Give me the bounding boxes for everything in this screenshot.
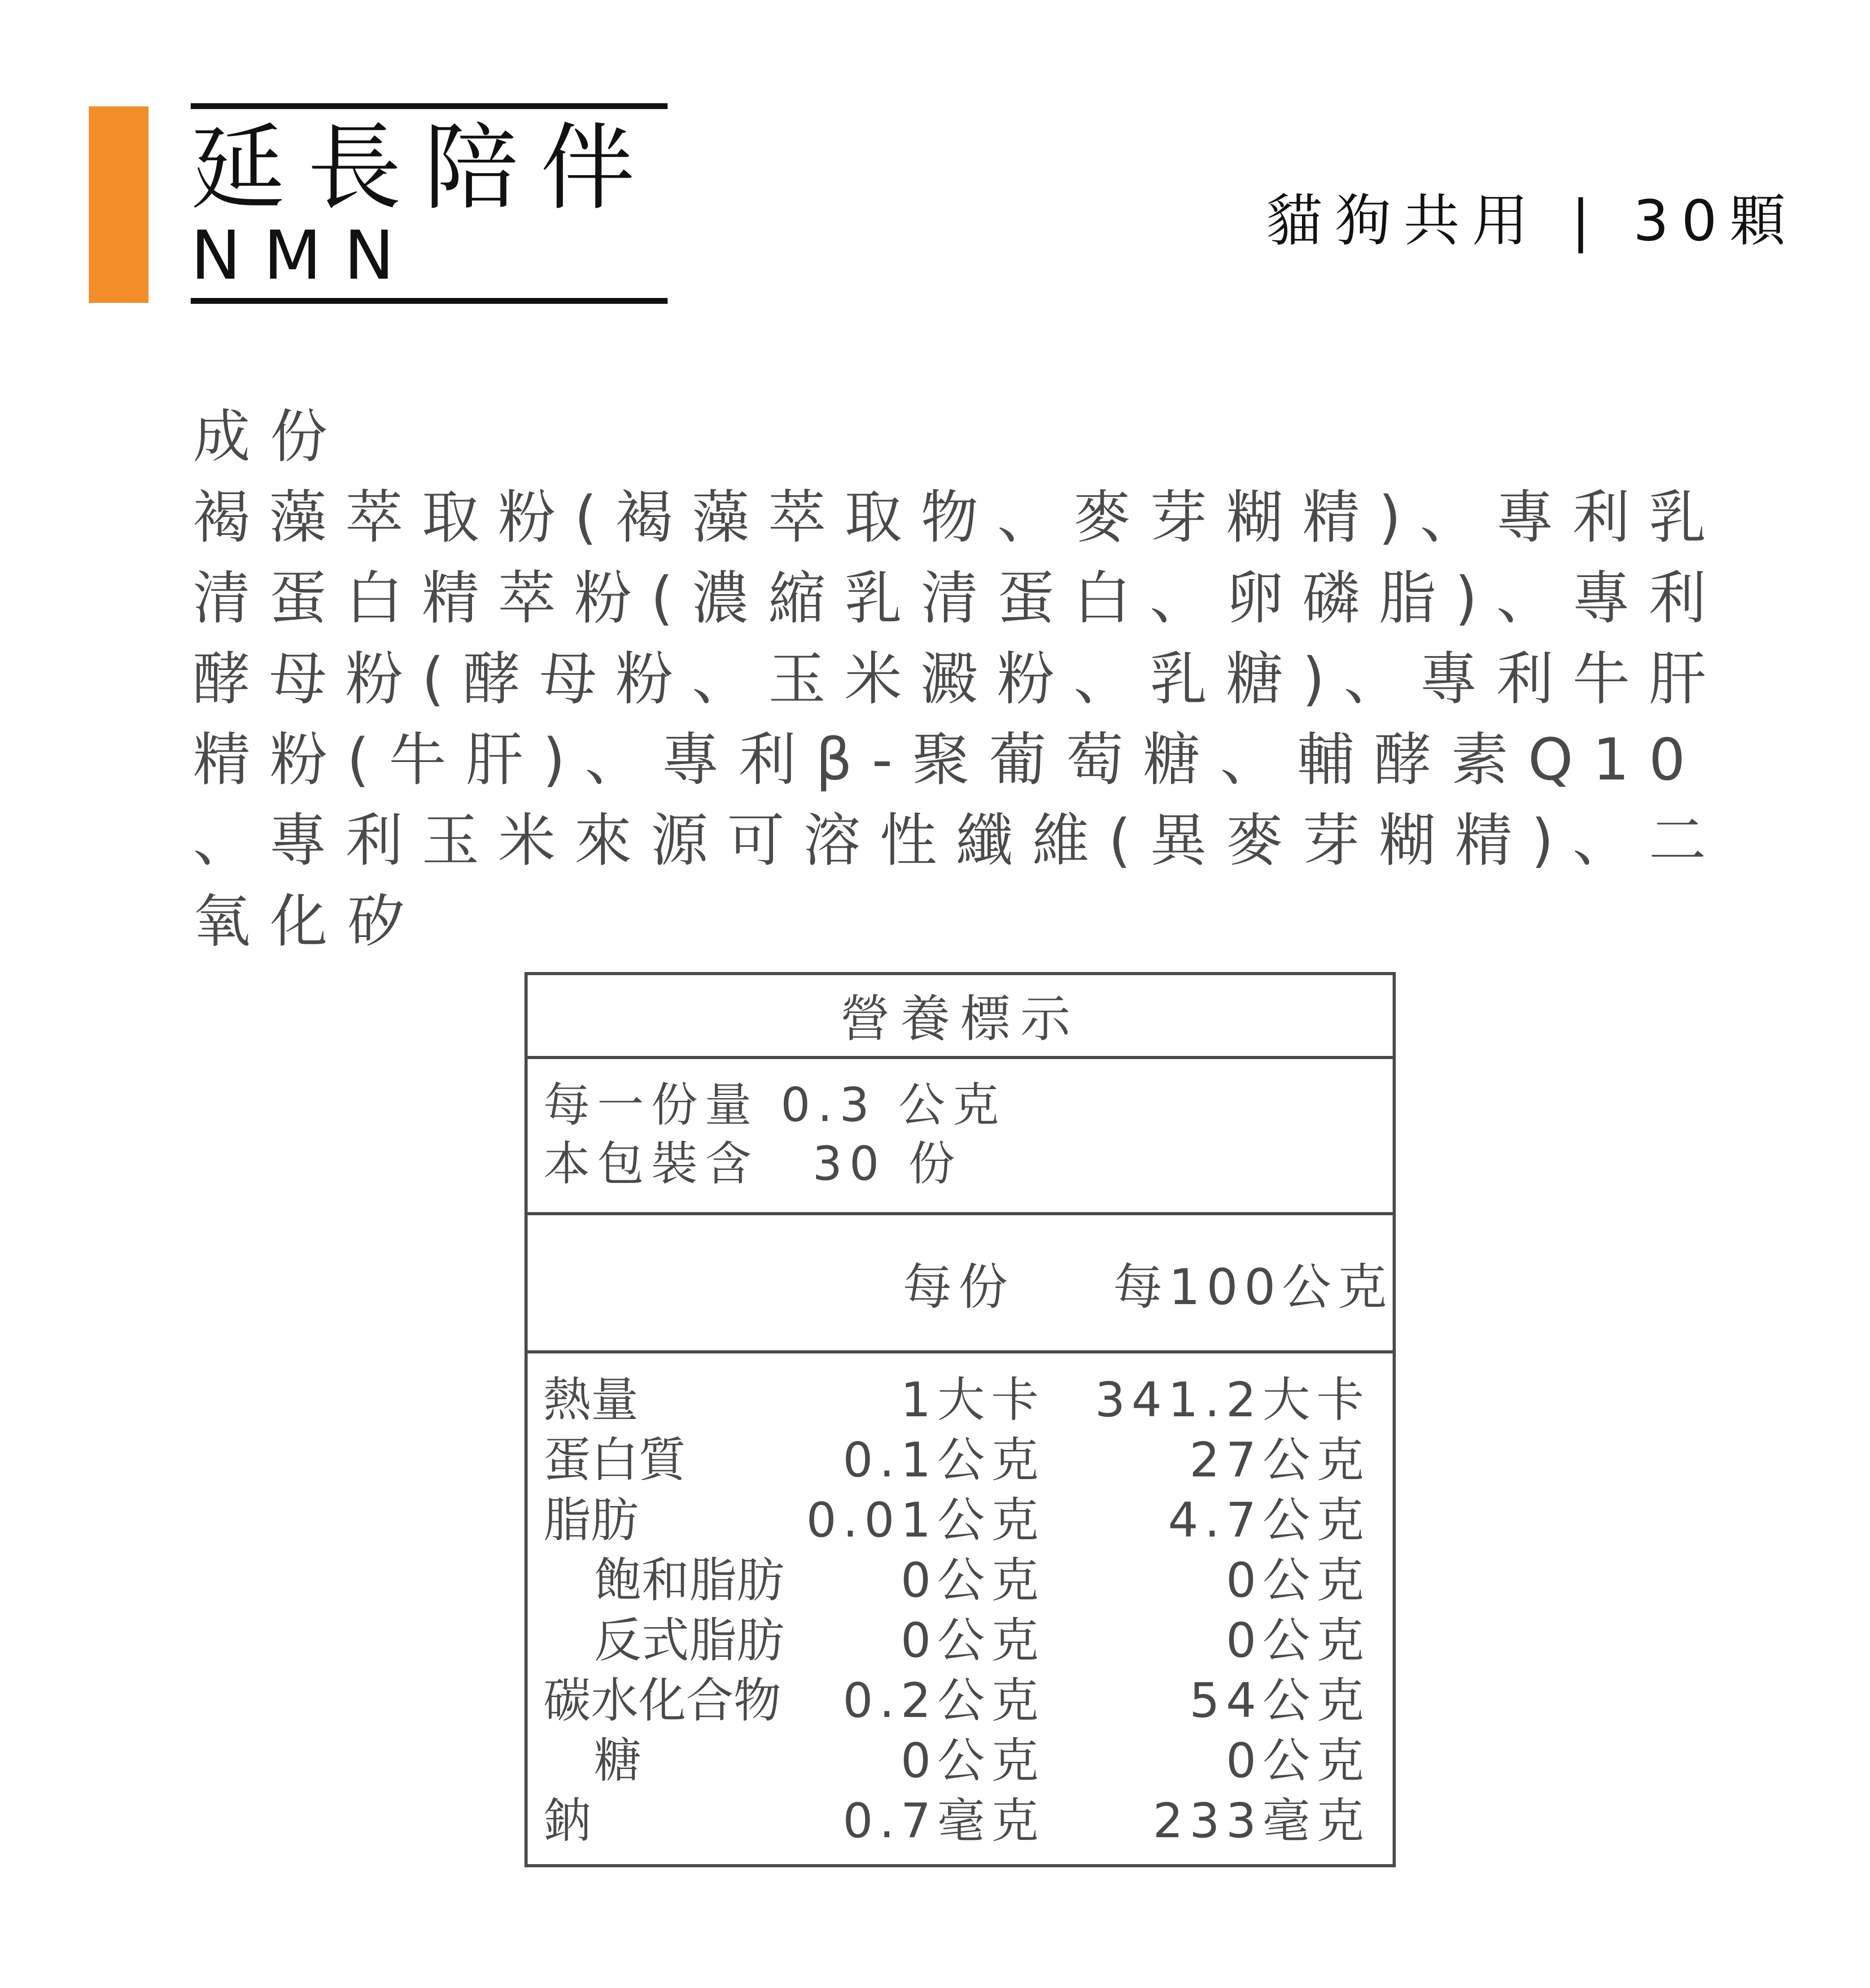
title-top-rule: [191, 103, 668, 109]
nutrition-row: [528, 1611, 1393, 1671]
ingredients-line: 清蛋白精萃粉(濃縮乳清蛋白、卵磷脂)、專利: [193, 565, 1725, 632]
nutrition-title: 營養標示: [840, 990, 1080, 1048]
serving-size: 每一份量 0.3 公克: [543, 1077, 1006, 1132]
nutrition-row: [528, 1430, 1393, 1490]
nutrient-name: 鈉: [543, 1793, 591, 1848]
orange-accent-bar: [89, 106, 149, 303]
ingredients-line: 、專利玉米來源可溶性纖維(異麥芽糊精)、二: [193, 807, 1725, 874]
title-bottom-rule: [191, 298, 668, 304]
product-subtitle: NMN: [191, 217, 417, 295]
nutrient-per-100g: 0公克: [1226, 1733, 1370, 1788]
nutrient-per-serving: 0.2公克: [843, 1673, 1045, 1728]
nutrition-row: [528, 1370, 1393, 1430]
nutrient-name: 糖: [594, 1733, 642, 1788]
nutrient-per-100g: 341.2大卡: [1095, 1372, 1370, 1428]
nutrient-per-serving: 0公克: [900, 1613, 1045, 1668]
nutrition-row: [528, 1791, 1393, 1851]
ingredients-heading: 成份: [193, 403, 348, 470]
nutrient-per-serving: 0公克: [900, 1733, 1045, 1788]
servings-per-pack: 本包裝含 30 份: [543, 1136, 962, 1191]
nutrient-name: 脂肪: [543, 1493, 638, 1548]
column-header-per-100g: 每100公克: [1113, 1258, 1393, 1316]
nutrition-row: [528, 1671, 1393, 1731]
ingredients-line: 氧化矽: [193, 888, 425, 955]
nutrient-per-100g: 233毫克: [1153, 1793, 1370, 1848]
divider: [528, 1350, 1393, 1353]
nutrient-name: 蛋白質: [543, 1432, 686, 1488]
nutrient-per-serving: 0公克: [900, 1553, 1045, 1608]
usage-info: 貓狗共用 | 30顆: [1266, 188, 1798, 254]
nutrient-per-100g: 0公克: [1226, 1553, 1370, 1608]
nutrient-per-serving: 1大卡: [900, 1372, 1045, 1428]
nutrient-name: 反式脂肪: [594, 1613, 784, 1668]
nutrition-row: [528, 1550, 1393, 1611]
divider: [528, 1212, 1393, 1215]
nutrition-table: [524, 972, 1396, 1867]
nutrient-per-100g: 0公克: [1226, 1613, 1370, 1668]
nutrient-per-100g: 4.7公克: [1168, 1493, 1370, 1548]
column-header-per-serving: 每份: [903, 1258, 1014, 1316]
nutrient-per-serving: 0.1公克: [843, 1432, 1045, 1488]
divider: [528, 1056, 1393, 1059]
nutrient-per-serving: 0.7毫克: [843, 1793, 1045, 1848]
nutrient-per-serving: 0.01公克: [806, 1493, 1045, 1548]
ingredients-line: 精粉(牛肝)、專利β-聚葡萄糖、輔酵素Q10: [193, 727, 1705, 793]
nutrient-name: 碳水化合物: [543, 1673, 781, 1728]
nutrient-per-100g: 54公克: [1189, 1673, 1370, 1728]
nutrient-name: 飽和脂肪: [594, 1553, 784, 1608]
ingredients-line: 褐藻萃取粉(褐藻萃取物、麥芽糊精)、專利乳: [193, 484, 1725, 551]
ingredients-line: 酵母粉(酵母粉、玉米澱粉、乳糖)、專利牛肝: [193, 646, 1725, 713]
product-title: 延長陪伴: [191, 113, 658, 223]
nutrition-row: [528, 1490, 1393, 1550]
nutrient-per-100g: 27公克: [1189, 1432, 1370, 1488]
nutrient-name: 熱量: [543, 1372, 638, 1428]
nutrition-row: [528, 1731, 1393, 1791]
